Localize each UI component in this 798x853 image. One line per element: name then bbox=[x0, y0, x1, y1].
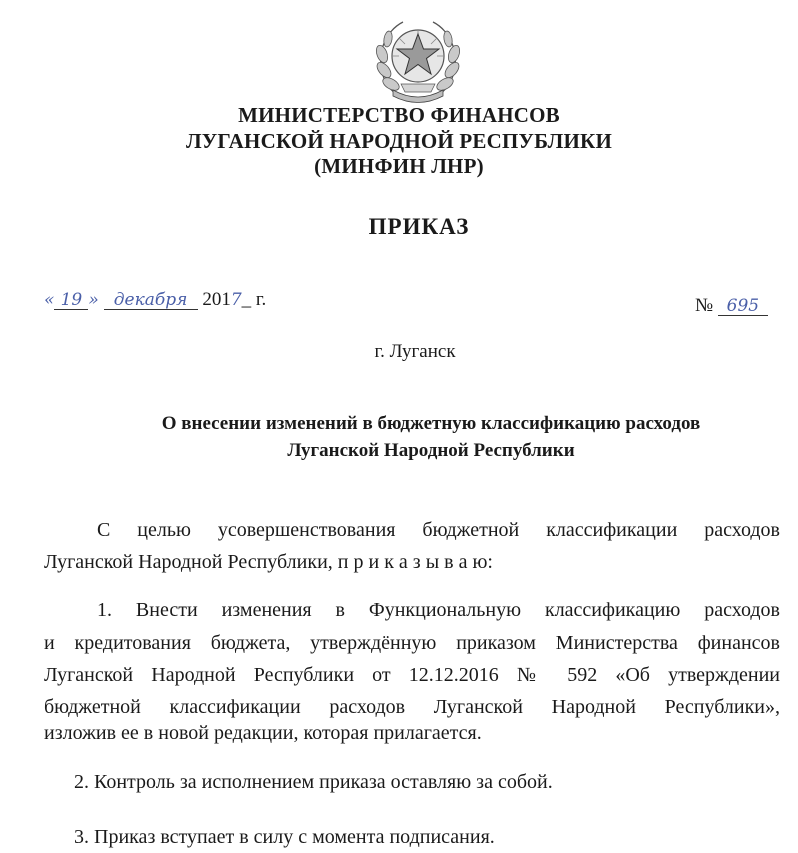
order-date bbox=[44, 289, 266, 311]
lnr-emblem bbox=[369, 14, 467, 104]
org-name-line2: ЛУГАНСКОЙ НАРОДНОЙ РЕСПУБЛИКИ bbox=[185, 129, 613, 153]
item1-line1: 1. Внести изменения в Функциональную классификацию расходов bbox=[97, 599, 780, 621]
item1-line5: изложив ее в новой редакции, которая прилагается. bbox=[44, 722, 482, 744]
item3: 3. Приказ вступает в силу с момента подписания. bbox=[74, 826, 495, 848]
document-type-title: ПРИКАЗ bbox=[368, 214, 470, 239]
order-number bbox=[695, 295, 768, 317]
number-sign: № bbox=[695, 295, 714, 316]
date-day: 19 bbox=[54, 291, 88, 310]
date-year-suffix: 7 bbox=[230, 290, 242, 310]
date-year-prefix: 201 bbox=[202, 289, 231, 310]
intro-line1: С целью усовершенствования бюджетной классификации расходов bbox=[97, 519, 780, 541]
item1-line4: бюджетной классификации расходов Луганской Народной Республики», bbox=[44, 696, 780, 718]
subject-line2: Луганской Народной Республики bbox=[287, 440, 575, 461]
number-value: 695 bbox=[718, 297, 768, 316]
date-year-suffix-tail: _ bbox=[241, 289, 252, 310]
org-name-line1: МИНИСТЕРСТВО ФИНАНСОВ bbox=[238, 103, 560, 127]
item2: 2. Контроль за исполнением приказа оставляю за собой. bbox=[74, 771, 553, 793]
date-close-quote: » bbox=[88, 290, 99, 310]
intro-line2: Луганской Народной Республики, п р и к а з ы в а ю: bbox=[44, 551, 493, 573]
org-name-abbrev: (МИНФИН ЛНР) bbox=[314, 154, 484, 178]
date-month: декабря bbox=[104, 291, 198, 310]
date-year-unit: г. bbox=[255, 289, 267, 310]
subject-line1: О внесении изменений в бюджетную классификацию расходов bbox=[161, 413, 701, 434]
date-open-quote: « bbox=[44, 290, 55, 310]
issue-city: г. Луганск bbox=[374, 341, 456, 362]
item1-line2: и кредитования бюджета, утверждённую приказом Министерства финансов bbox=[44, 632, 780, 654]
item1-line3: Луганской Народной Республики от 12.12.2016 № 592 «Об утверждении bbox=[44, 664, 780, 686]
